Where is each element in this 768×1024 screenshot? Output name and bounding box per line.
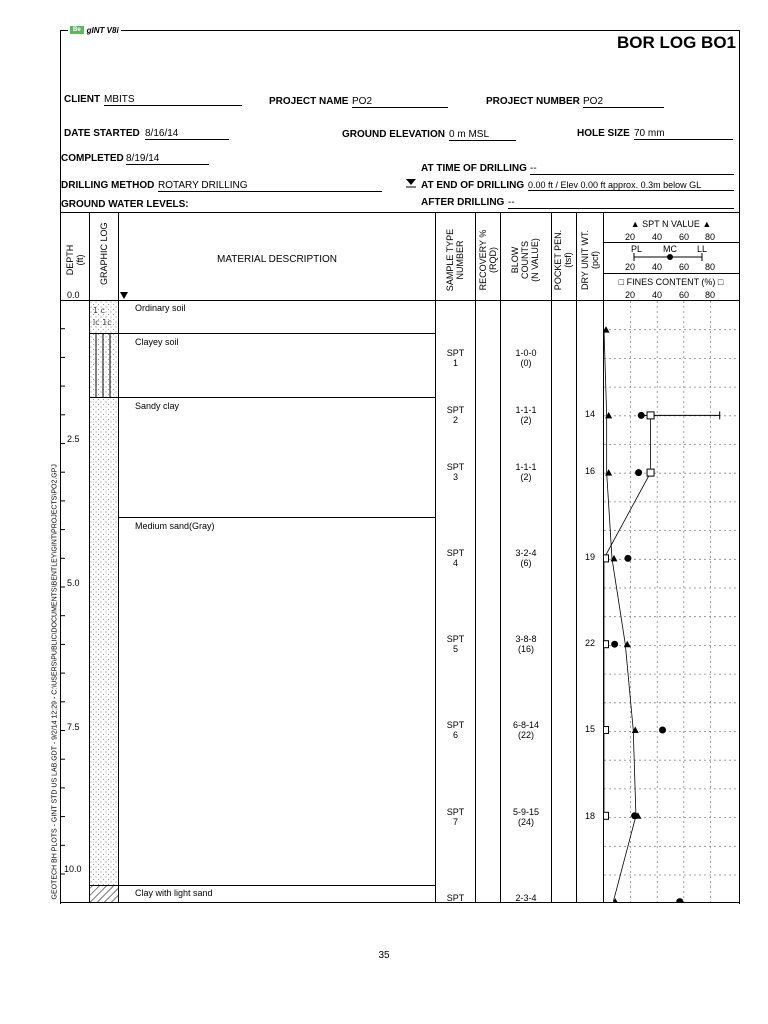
after-drilling-label: AFTER DRILLING	[421, 197, 505, 208]
blow-counts: 3-8-8	[515, 634, 537, 644]
sample-type: SPT	[446, 548, 465, 558]
pocket-line2: (tsf)	[563, 252, 573, 268]
after-drilling-value: --	[508, 197, 734, 209]
depth-header-label: DEPTH	[65, 244, 75, 276]
blow-counts: 1-1-1	[515, 405, 537, 415]
scale-tick: 80	[705, 290, 716, 300]
sample-number: 1	[452, 358, 458, 368]
hole-size-label: HOLE SIZE	[577, 128, 630, 139]
dry-unit-weight: 15	[584, 724, 595, 734]
sample-type: SPT	[446, 462, 465, 472]
client-label: CLIENT	[64, 94, 101, 105]
sample-type: SPT	[446, 634, 465, 644]
date-started-value: 8/16/14	[145, 128, 229, 140]
fines-point	[647, 469, 654, 476]
sample-number: 4	[452, 558, 458, 568]
recovery-line2: (RQD)	[488, 247, 498, 273]
spt-point	[612, 898, 619, 902]
blow-line3: (N VALUE)	[530, 238, 540, 282]
page-title: BOR LOG BO1	[616, 33, 736, 52]
at-time-value: --	[530, 163, 734, 175]
sample-number: 5	[452, 644, 458, 654]
sample-type: SPT	[446, 348, 465, 358]
sample-type-line2: NUMBER	[455, 240, 465, 280]
scale-tick: 40	[652, 290, 663, 300]
sample-type: SPT	[446, 807, 465, 817]
depth-axis-ticks	[60, 300, 90, 902]
scale-tick: 20	[625, 232, 636, 242]
mc-point	[676, 898, 683, 902]
logo	[68, 24, 121, 36]
sample-number: 3	[452, 472, 458, 482]
logo-product: gINT V8i	[86, 25, 119, 35]
fines-point	[604, 641, 609, 648]
pocket-line1: POCKET PEN.	[553, 229, 563, 291]
mc-point	[659, 727, 666, 734]
ground-elev-value: 0 m MSL	[449, 129, 516, 141]
blow-counts: 6-8-14	[512, 720, 539, 730]
mc-point	[638, 412, 645, 419]
ground-elev-label: GROUND ELEVATION	[342, 129, 445, 140]
mc-point	[624, 555, 631, 562]
scale-tick: 20	[625, 262, 636, 272]
blow-line1: BLOW	[510, 246, 520, 274]
graphic-log-header: GRAPHIC LOG	[99, 222, 109, 285]
col-sep-recovery	[475, 212, 476, 902]
dry-unit-weight: 14	[584, 409, 595, 419]
date-started-label: DATE STARTED	[64, 128, 140, 139]
layer-line	[118, 517, 435, 518]
fines-point	[604, 727, 609, 734]
sample-number: 7	[452, 817, 458, 827]
n-value: (2)	[520, 415, 532, 425]
blow-counts: 5-9-15	[512, 807, 539, 817]
groundwater-marker-icon	[120, 292, 129, 300]
layer-description: Medium sand(Gray)	[135, 521, 215, 531]
depth-tick: 0.0	[67, 290, 80, 300]
blow-counts: 1-0-0	[515, 348, 537, 358]
dry-line2: (pcf)	[590, 251, 600, 269]
chart-header-line-1	[604, 242, 739, 243]
layer-line	[90, 885, 435, 886]
sample-type-header	[445, 220, 465, 300]
dry-unit-weight: 19	[584, 552, 595, 562]
blow-counts: 2-3-4	[515, 893, 537, 903]
ground-water-levels-label: GROUND WATER LEVELS:	[61, 199, 189, 210]
dry-unit-weight: 22	[584, 638, 595, 648]
pl-mc-ll-symbol	[604, 252, 738, 262]
scale-tick: 60	[679, 290, 690, 300]
page-number: 35	[378, 950, 390, 961]
spt-point	[605, 469, 612, 476]
scale-tick: 80	[705, 262, 716, 272]
side-path-text: GEOTECH BH PLOTS - GINT STD US LAB.GDT - 9/2/14 12:29 - C:\USERS\PUBLIC\DOCUMENTS\BENTLEY\GINT\PROJECTS\PO2.GPJ	[51, 464, 59, 900]
layer-line	[90, 333, 435, 334]
project-name-value: PO2	[352, 96, 448, 108]
sample-type: SPT	[446, 405, 465, 415]
mc-point	[611, 641, 618, 648]
layer-line	[90, 397, 435, 398]
water-level-icon	[405, 178, 417, 188]
chart-header-line-2	[604, 273, 739, 274]
dry-unit-weight: 18	[584, 811, 595, 821]
fines-point	[604, 812, 609, 819]
dry-line1: DRY UNIT WT.	[580, 230, 590, 291]
completed-value: 8/19/14	[126, 153, 209, 165]
blow-counts-header	[510, 220, 540, 300]
layer-description: Clayey soil	[135, 337, 179, 347]
project-name-label: PROJECT NAME	[269, 96, 349, 107]
material-header: MATERIAL DESCRIPTION	[216, 254, 337, 265]
pl-label: PL	[631, 244, 643, 254]
n-value: (22)	[517, 730, 534, 740]
blow-counts: 1-1-1	[515, 462, 537, 472]
svg-text:1 c: 1 c	[93, 306, 106, 315]
layer-description: Clay with light sand	[135, 888, 213, 898]
dry-unit-header	[580, 220, 600, 300]
sample-type: SPT	[446, 893, 465, 903]
client-value: MBITS	[104, 94, 242, 106]
frame-bottom-line	[60, 902, 739, 903]
spt-point	[604, 326, 610, 333]
blow-counts: 3-2-4	[515, 548, 537, 558]
drilling-method-label: DRILLING METHOD	[61, 180, 155, 191]
hole-size-value: 70 mm	[634, 128, 733, 140]
at-end-label: AT END OF DRILLING	[421, 180, 525, 191]
graphic-log	[90, 301, 118, 902]
project-number-value: PO2	[583, 96, 664, 108]
at-end-value: 0.00 ft / Elev 0.00 ft approx. 0.3m below GL	[528, 180, 734, 191]
depth-header-unit: (ft)	[75, 254, 85, 266]
n-value: (16)	[517, 644, 534, 654]
drilling-method-value: ROTARY DRILLING	[158, 180, 382, 192]
sample-number: 2	[452, 415, 458, 425]
recovery-line1: RECOVERY %	[478, 229, 488, 291]
depth-header	[65, 230, 85, 290]
col-sep-pocket	[551, 212, 552, 902]
fines-header: □ FINES CONTENT (%) □	[618, 277, 724, 287]
n-value: (6)	[520, 558, 532, 568]
scale-tick: 40	[652, 262, 663, 272]
layer-description: Sandy clay	[135, 401, 180, 411]
spt-header: ▲ SPT N VALUE ▲	[630, 219, 712, 229]
at-time-label: AT TIME OF DRILLING	[421, 163, 527, 174]
depth-tick: 2.5	[67, 434, 80, 444]
n-value: (2)	[520, 472, 532, 482]
scale-tick: 20	[625, 290, 636, 300]
blow-line2: COUNTS	[520, 241, 530, 279]
dry-unit-weight: 16	[584, 466, 595, 476]
layer-description: Ordinary soil	[135, 303, 186, 313]
fines-point	[647, 412, 654, 419]
pocket-pen-header	[553, 220, 573, 300]
sample-type: SPT	[446, 720, 465, 730]
logo-badge: Be	[70, 26, 84, 34]
ll-label: LL	[697, 244, 708, 254]
mc-point	[631, 812, 638, 819]
recovery-header	[478, 220, 498, 300]
sample-type-line1: SAMPLE TYPE	[445, 228, 455, 292]
project-number-label: PROJECT NUMBER	[486, 96, 580, 107]
scale-tick: 40	[652, 232, 663, 242]
scale-tick: 60	[679, 232, 690, 242]
depth-tick: 7.5	[67, 722, 80, 732]
fines-point	[604, 555, 609, 562]
mc-label: MC	[663, 244, 677, 254]
depth-tick: 10.0	[64, 864, 82, 874]
n-value: (24)	[517, 817, 534, 827]
scale-tick: 60	[679, 262, 690, 272]
scale-tick: 80	[705, 232, 716, 242]
sample-number: 6	[452, 730, 458, 740]
completed-label: COMPLETED	[61, 153, 124, 164]
header-divider	[60, 212, 739, 213]
mc-point	[635, 469, 642, 476]
depth-tick: 5.0	[67, 578, 80, 588]
col-sep-material	[118, 212, 119, 902]
spt-chart	[604, 301, 738, 902]
n-value: (0)	[520, 358, 532, 368]
svg-text:lc 1c: lc 1c	[93, 318, 112, 327]
